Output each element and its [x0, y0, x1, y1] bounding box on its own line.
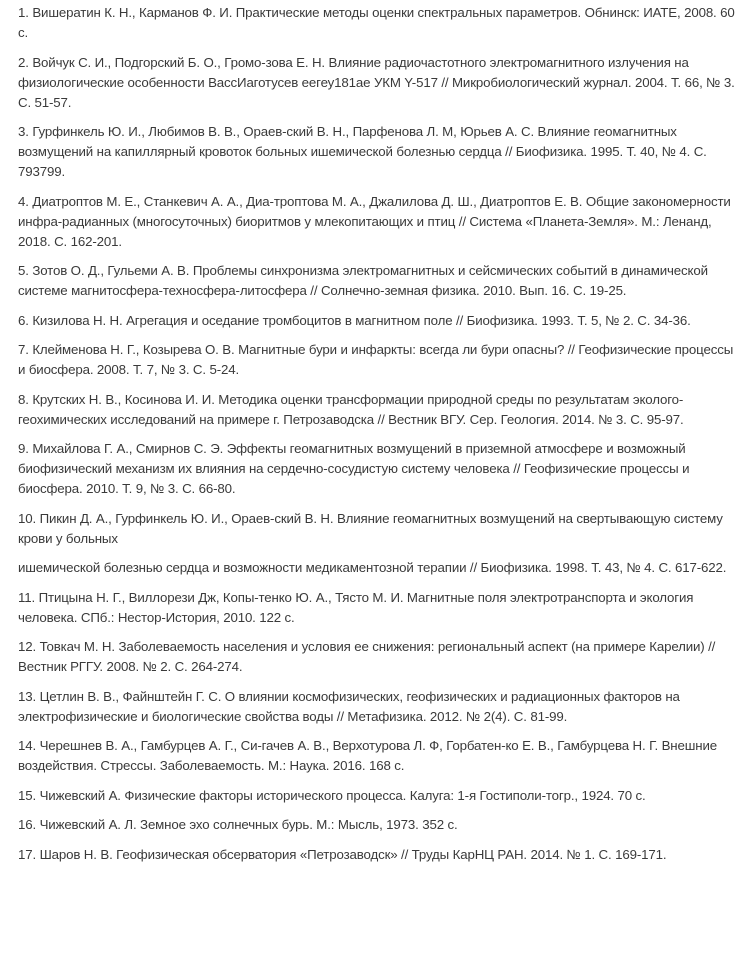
reference-item: 3. Гурфинкель Ю. И., Любимов В. В., Ораев-ский В. Н., Парфенова Л. М, Юрьев А. С. Влияние геомагнитных возмущений на капиллярный кровоток больных ишемической болезнью сердца // Биофизика. 1995. Т. 40, № 4. С. 793799. [18, 124, 707, 179]
reference-item: 13. Цетлин В. В., Файнштейн Г. С. О влиянии космофизических, геофизических и радиационных факторов на электрофизические и биологические свойства воды // Метафизика. 2012. № 2(4). С. 81-99. [18, 688, 680, 724]
reference-item: 2. Войчук С. И., Подгорский Б. О., Громо-зова Е. Н. Влияние радиочастотного электромагнитного излучения на физиологические особенности ВассИаготусев еегеу181ае УКМ Y-517 // Микробиологический журнал. 2004. Т. 66, № 3. С. 51-57. [18, 54, 735, 110]
reference-item-continuation: ишемической болезнью сердца и возможности медикаментозной терапии // Биофизика. 1998. Т. 43, № 4. С. 617-622. [18, 560, 727, 575]
reference-item: 10. Пикин Д. А., Гурфинкель Ю. И., Ораев-ский В. Н. Влияние геомагнитных возмущений на свертывающую систему крови у больных [18, 510, 723, 546]
reference-item: 17. Шаров Н. В. Геофизическая обсерватория «Петрозаводск» // Труды КарНЦ РАН. 2014. № 1. С. 169-171. [18, 846, 667, 862]
reference-item: 14. Черешнев В. А., Гамбурцев А. Г., Си-гачев А. В., Верхотурова Л. Ф, Горбатен-ко Е. В., Гамбурцева Н. Г. Внешние воздействия. Стрессы. Заболеваемость. М.: Наука. 2016. 168 с. [18, 738, 717, 773]
reference-item: 11. Птицына Н. Г., Виллорези Дж, Копы-тенко Ю. А., Тясто М. И. Магнитные поля электротранспорта и экология человека. СПб.: Нестор-История, 2010. 122 с. [18, 589, 694, 625]
reference-item: 5. Зотов О. Д., Гульеми А. В. Проблемы синхронизма электромагнитных и сейсмических событий в динамической системе магнитосфера-техносфера-литосфера // Солнечно-земная физика. 2010. Вып. 16. С. 19-25. [18, 263, 708, 298]
reference-item: 15. Чижевский А. Физические факторы исторического процесса. Калуга: 1-я Гостиполи-тогр., 1924. 70 с. [18, 787, 646, 803]
reference-item: 7. Клейменова Н. Г., Козырева О. В. Магнитные бури и инфаркты: всегда ли бури опасны? // Геофизические процессы и биосфера. 2008. Т. 7, № 3. С. 5-24. [18, 342, 734, 377]
reference-item: 16. Чижевский А. Л. Земное эхо солнечных бурь. М.: Мысль, 1973. 352 с. [18, 817, 458, 832]
reference-item: 12. Товкач М. Н. Заболеваемость населения и условия ее снижения: региональный аспект (на примере Карелии) // Вестник РГГУ. 2008. № 2. С. 264-274. [18, 639, 716, 674]
reference-item: 8. Крутских Н. В., Косинова И. И. Методика оценки трансформации природной среды по результатам эколого-геохимических исследований на примере г. Петрозаводска // Вестник ВГУ. Сер. Геология. 2014. № 3. С. 95-97. [18, 391, 684, 427]
reference-item: 9. Михайлова Г. А., Смирнов С. Э. Эффекты геомагнитных возмущений в приземной атмосфере и возможный биофизический механизм их влияния на сердечно-сосудистую систему человека // Геофизические процессы и биосфера. 2010. Т. 9, № 3. С. 66-80. [18, 441, 690, 496]
reference-item: 6. Кизилова Н. Н. Агрегация и оседание тромбоцитов в магнитном поле // Биофизика. 1993. Т. 5, № 2. С. 34-36. [18, 312, 691, 328]
reference-item: 4. Диатроптов М. Е., Станкевич А. А., Диа-троптова М. А., Джалилова Д. Ш., Диатроптов Е. В. Общие закономерности инфра-радианных (многосуточных) биоритмов у млекопитающих и птиц // Система «Планета-Земля». М.: Ленанд, 2018. С. 162-201. [18, 193, 731, 249]
reference-item: 1. Вишератин К. Н., Карманов Ф. И. Практические методы оценки спектральных параметров. Обнинск: ИАТЕ, 2008. 60 с. [18, 5, 735, 40]
